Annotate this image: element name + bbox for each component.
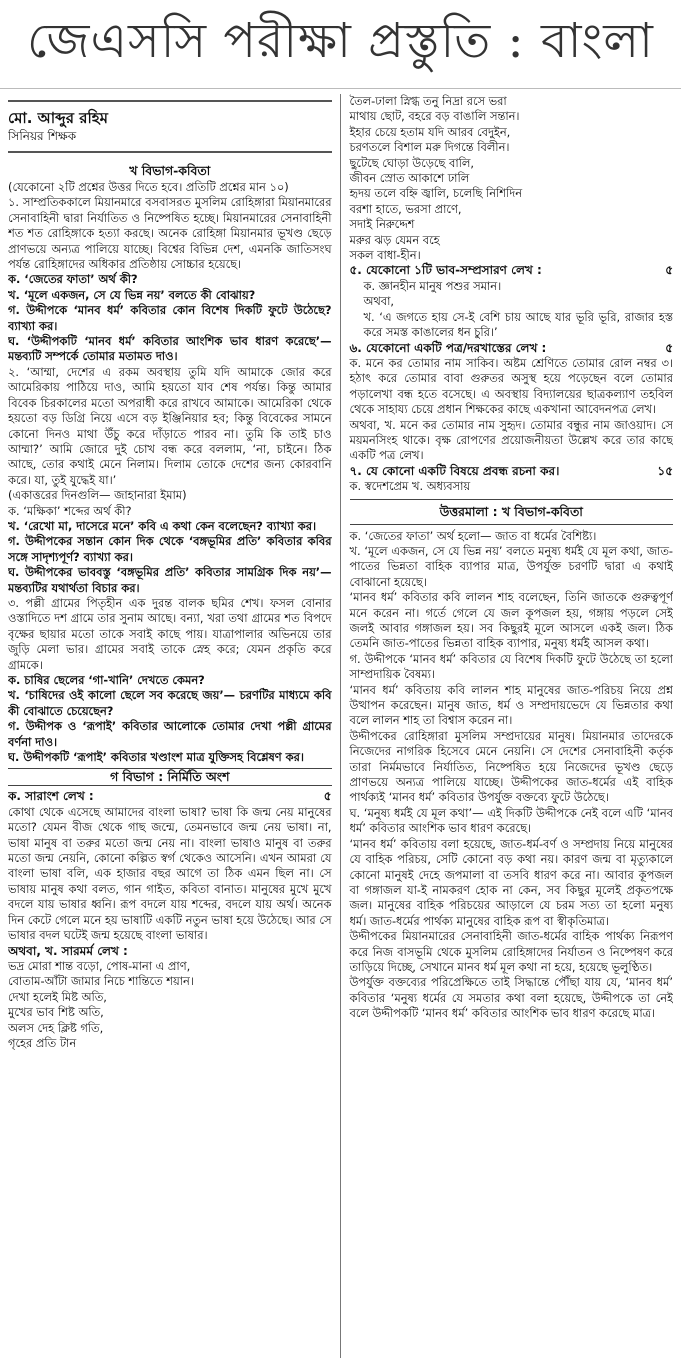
poem-line: গৃহের প্রতি টান [8,1035,77,1050]
q6-heading [350,341,674,356]
q6-option-ka: ক. মনে কর তোমার নাম সাকিব। অষ্টম শ্রেণিতে তোমার রোল নম্বর ৩। হঠাৎ করে তোমার বাবা গুরুতর অসুস্থ হয়ে পড়েছেন বলে তোমার পড়ালেখা বন্ধ হতে বসেছে। এ অবস্থায় বিদ্যালয়ের ছাত্রকল্যাণ তহবিল থেকে সাহায্য চেয়ে প্রধান শিক্ষকের কাছে একখানা আবেদনপত্র লেখ। [349,355,673,417]
poem-left [8,959,332,1051]
poem-line: ছুটেছে ঘোড়া উড়েছে বালি, [349,155,474,170]
q2-part-ka: ক. ‘মক্ষিকা’ শব্দের অর্থ কী? [8,503,132,518]
answer-paragraph: ঘ. ‘মনুষ্য ধর্মই যে মূল কথা’— এই দিকটি উদ্দীপকে নেই বলে এটি ‘মানব ধর্ম’ কবিতার আংশিক ভাব ধারণ করেছে। [349,805,673,836]
q6-mark: ৫ [665,340,673,355]
poem-line: মরুর ঝড় যেমন বহে [349,232,440,247]
q5-heading [350,263,674,278]
poem-line: সকল বাধা-হীন। [349,248,421,263]
page-banner: জেএসসি পরীক্ষা প্রস্তুতি : বাংলা [0,0,681,89]
poem-line: বোতাম-আঁটা জামার নিচে শান্তিতে শয়ান। [8,974,194,989]
question-3-stem: ৩. পল্লী গ্রামের পিতৃহীন এক দুরন্ত বালক ছমির শেখ। ফসল বোনার ওস্তাদিতে দশ গ্রামে তার সুনাম আছে। বন্যা, খরা তথা গ্রামের শত বিপদে বৃক্ষের ছায়ার মতো তাকে সবাই কাছে পায়। যাত্রাপালার অভিনয়ে তার জুড়ি মেলা ভার। গ্রামের সবাই তাকে স্নেহ করে; যেমন প্রকৃতি করে গ্রামকে। [8,595,332,672]
q1-part-ka: ক. ‘জেতের ফাতা’ অর্থ কী? [8,272,138,287]
q5-mark: ৫ [665,263,673,278]
columns [8,94,673,1358]
q1-part-gha: ঘ. ‘উদ্দীপকটি ‘মানব ধর্ম’ কবিতার আংশিক ভাব ধারণ করেছে’— মন্তব্যটি সম্পর্কে তোমার মতামত দাও। [8,334,332,364]
answer-paragraph: উপর্যুক্ত বক্তব্যের পরিপ্রেক্ষিতে তাই সিদ্ধান্তে পৌঁছা যায় যে, ‘মানব ধর্ম’ কবিতার ‘মনুষ্য ধর্মের যে সমতার কথা বলা হয়েছে, উদ্দীপকে তা নেই বলে উদ্দীপকটি ‘মানব ধর্ম’ কবিতার আংশিক ভাব ধারণ করেছে মাত্র। [349,975,673,1021]
author-role: সিনিয়র শিক্ষক [8,129,77,143]
q7-heading-text: ৭. যে কোনো একটি বিষয়ে প্রবন্ধ রচনা কর। [349,463,560,478]
poem-line: সদাই নিরুদ্দেশ [349,217,415,232]
left-column [8,94,341,1358]
poem-line: চরণতলে বিশাল মরু দিগন্তে বিলীন। [349,140,510,155]
q3-part-ga: গ. উদ্দীপক ও ‘রূপাই’ কবিতার আলোকে তোমার দেখা পল্লী গ্রামের বর্ণনা দাও। [8,719,332,749]
q5-or: অথবা, [363,294,395,309]
divider [350,524,674,525]
instruction: (যেকোনো ২টি প্রশ্নের উত্তর দিতে হবে। প্রতিটি প্রশ্নের মান ১০) [8,180,289,194]
q3-part-gha: ঘ. উদ্দীপকটি ‘রূপাই’ কবিতার খণ্ডাংশ মাত্র যুক্তিসহ বিশ্লেষণ কর। [8,750,304,765]
poem-line: অলস দেহ ক্লিষ্ট গতি, [8,1020,104,1035]
q7-heading [350,464,674,479]
q5-heading-text: ৫. যেকোনো ১টি ভাব-সম্প্রসারণ লেখ : [349,263,542,278]
question-1-stem: ১. সাম্প্রতিককালে মিয়ানমারে বসবাসরত মুসলিম রোহিঙ্গারা মিয়ানমারের সেনাবাহিনী দ্বারা নির্যাতিত ও নিষ্পেষিত হচ্ছে। মিয়ানমারের সেনাবাহিনী শত শত রোহিঙ্গাকে হত্যা করছে। অনেক রোহিঙ্গা মিয়ানমার ভূখণ্ড ছেড়ে প্রাণভয়ে অন্যত্র পালিয়ে যাচ্ছে। বিশ্বের বিভিন্ন দেশ, এমনকি জাতিসংঘ পর্যন্ত রোহিঙ্গাদের অধিকার প্রতিষ্ঠায় সোচ্চার হয়েছে। [8,195,332,272]
summary-passage: কোথা থেকে এসেছে আমাদের বাংলা ভাষা? ভাষা কি জন্ম নেয় মানুষের মতো? যেমন বীজ থেকে গাছ জন্মে, তেমনভাবে জন্ম নেয় ভাষা। না, ভাষা মানুষ বা তরুর মতো জন্ম নেয় না। বাংলা ভাষাও মানুষ বা তরুর মতো জন্ম নেয়নি, কোনো কল্পিত স্বর্গ থেকেও আসেনি। এখন আমরা যে বাংলা ভাষা বলি, এক হাজার বছর আগে তা ঠিক এমন ছিল না। সে ভাষায় মানুষ কথা বলত, গান গাইত, কবিতা বানাত। মানুষের মুখে মুখে বদলে যায় ভাষার ধ্বনি। রূপ বদলে যায় শব্দের, বদলে যায় অর্থ। অনেক দিন কেটে গেলে মনে হয় ভাষাটি একটি নতুন ভাষা হয়ে উঠেছে। আর সে ভাষার বদল ঘটেই জন্ম হয়েছে বাংলা ভাষার। [8,804,332,943]
q5-option-kha: খ. ‘এ জগতে হায় সে-ই বেশি চায় আছে যার ভূরি ভূরি, রাজার হস্ত করে সমস্ত কাঙালের ধন চুরি।’ [363,309,673,340]
question-2-source: (একাত্তরের দিনগুলি— জাহানারা ইমাম) [8,488,187,503]
question-2-stem: ২. ‘আম্মা, দেশের এ রকম অবস্থায় তুমি যদি আমাকে জোর করে আমেরিকায় পাঠিয়ে দাও, আমি হয়তো যাব শেষ পর্যন্ত। কিন্তু আমার বিবেক চিরকালের মতো অপরাধী করে রাখবে আমাকে। আমেরিকা থেকে হয়তো বড় ডিগ্রি নিয়ে এসে বড় ইঞ্জিনিয়ার হব; কিন্তু বিবেকের সামনে কোনো দিনও মাথা উঁচু করে দাঁড়াতে পারব না। তুমি কি তাই চাও আম্মা?’ আমি জোরে দুই চোখ বন্ধ করে বললাম, ‘না, চাইনে। ঠিক আছে, তোর কথাই মেনে নিলাম। দিলাম তোকে দেশের জন্য কোরবানি করে। যা, তুই যুদ্ধেই যা।’ [8,364,332,487]
summary-mark: ৫ [323,789,332,804]
author-name: মো. আব্দুর রহিম [8,109,108,127]
q2-part-kha: খ. ‘রেখো মা, দাসেরে মনে’ কবি এ কথা কেন বলেছেন? ব্যাখ্যা কর। [8,518,317,533]
answer-paragraph: উদ্দীপকের রোহিঙ্গারা মুসলিম সম্প্রদায়ের মানুষ। মিয়ানমার তাদেরকে নিজেদের নাগরিক হিসেবে মেনে নেয়নি। সে দেশের সেনাবাহিনী কর্তৃক তারা নির্মমভাবে নির্যাতিত, নিষ্পেষিত হয়ে নিজেদের ভূখণ্ড ছেড়ে প্রাণভয়ে অন্যত্র পালিয়ে যাচ্ছে। উদ্দীপকের জাত-ধর্মের এই বাহিক পার্থক্যই ‘মানব ধর্ম’ কবিতার উপর্যুক্ত বক্তব্যে ফুটে উঠেছে। [349,728,673,805]
poem-line: হৃদয় তলে বহ্নি জ্বালি, চলেছি নিশিদিন [349,186,523,201]
answer-paragraph: গ. উদ্দীপকে ‘মানব ধর্ম’ কবিতার যে বিশেষ দিকটি ফুটে উঠেছে তা হলো সাম্প্রদায়িক বৈষম্য। [349,651,673,682]
q5-option-ka: ক. জ্ঞানহীন মানুষ পশুর সমান। [363,278,502,293]
poem-line: বরশা হাতে, ভরসা প্রাণে, [349,201,462,216]
q2-part-gha: ঘ. উদ্দীপকের ভাববস্তু ‘বঙ্গভূমির প্রতি’ কবিতার সামগ্রিক দিক নয়’— মন্তব্যটির যথার্থতা বিচার কর। [8,565,332,595]
q1-part-ga: গ. উদ্দীপকে ‘মানব ধর্ম’ কবিতার কোন বিশেষ দিকটি ফুটে উঠেছে? ব্যাখ্যা কর। [8,303,332,333]
answer-paragraph: উদ্দীপকের মিয়ানমারের সেনাবাহিনী জাত-ধর্মের বাহিক পার্থক্য নিরূপণ করে নিজ বাসভূমি থেকে মুসলিম রোহিঙ্গাদের নির্যাতন ও নিষ্পেষণ করে তাড়িয়ে দিচ্ছে, সেখানে মানব ধর্ম মূল কথা না হয়ে, হয়েছে ভূলুণ্ঠিত। [349,929,673,974]
right-column [341,94,674,1358]
q3-part-kha: খ. ‘চাষিদের ওই কালো ছেলে সব করেছে জয়’— চরণটির মাধ্যমে কবি কী বোঝাতে চেয়েছেন? [8,688,332,718]
q1-part-kha: খ. ‘মূলে একজন, সে যে ভিন্ন নয়’ বলতে কী বোঝায়? [8,287,256,302]
divider [350,499,674,500]
q6-option-kha: অথবা, খ. মনে কর তোমার নাম সুহৃদ। তোমার বন্ধুর নাম জাওয়াদ। সে ময়মনসিংহ থাকে। বৃক্ষ রোপণের প্রয়োজনীয়তা উল্লেখ করে তার কাছে একটি পত্র লেখ। [349,417,673,463]
answer-paragraph: ‘মানব ধর্ম’ কবিতায় বলা হয়েছে, জাত-ধর্ম-বর্ণ ও সম্প্রদায় নিয়ে মানুষের যে বাহিক পরিচয়, সেটি কোনো বড় কথা নয়। কারণ জন্ম বা মৃত্যুকালে কোনো মানুষই দেহে জপমালা বা তসবি ধারণ করে না। আবার কূপজল বা গঙ্গাজল যা-ই নামকরণ হোক না কেন, সব কিছুর মূলেই প্রকৃতপক্ষে জল। মানুষের বাহিক পরিচয়ের আড়ালে যে চরম সত্য তা হলো মনুষ্য ধর্ম। জাত-ধর্মের পার্থক্য মানুষের বাহিক রূপ বা স্বীকৃতিমাত্র। [349,836,673,928]
poem-line: জীবন স্রোত আকাশে ঢালি [349,171,470,186]
section-title-ga: গ বিভাগ : নির্মিতি অংশ [8,768,332,786]
author-block [8,100,332,153]
q7-options: ক. স্বদেশপ্রেম খ. অধ্যবসায় [349,479,471,494]
poem-line: ভদ্র মোরা শান্ত বড়ো, পোষ-মানা এ প্রাণ, [8,958,191,973]
q7-mark: ১৫ [657,463,673,478]
section-title-kha: খ বিভাগ-কবিতা [129,163,211,178]
essence-heading: অথবা, খ. সারমর্ম লেখ : [8,943,128,958]
poem-line: দেখা হলেই মিষ্ট অতি, [8,989,107,1004]
poem-line: মুখের ভাব শিষ্ট অতি, [8,1005,104,1020]
answer-paragraph: ‘মানব ধর্ম’ কবিতায় কবি লালন শাহ মানুষের জাত-পরিচয় নিয়ে প্রশ্ন উত্থাপন করেছেন। মানুষ জাত, ধর্ম ও সম্প্রদায়ভেদে যে ভিন্নতার কথা বলে লালন শাহ তা বিশ্বাস করেন না। [349,682,673,728]
answer-paragraph: খ. ‘মূলে একজন, সে যে ভিন্ন নয়’ বলতে মনুষ্য ধর্মই যে মূল কথা, জাত-পাতের ভিন্নতা বাহিক ব্যাপার মাত্র, উপর্যুক্ত চরণটি দ্বারা এ কথাই বোঝানো হয়েছে। [349,543,673,589]
answer-paragraph: ‘মানব ধর্ম’ কবিতার কবি লালন শাহ বলেছেন, তিনি জাতকে গুরুত্বপূর্ণ মনে করেন না। গর্তে গেলে যে জল কূপজল হয়, গঙ্গায় পড়লে সেই জলই আবার গঙ্গাজল হয়। সব কিছুরই মূলে আসলে একই জল। ঠিক তেমনি জাত-পাতের ভিন্নতা বাহিক ব্যাপার, মনুষ্য ধর্মই আসল কথা। [349,590,673,651]
poem-line: তৈল-ঢালা স্নিগ্ধ তনু নিদ্রা রসে ভরা [349,94,507,108]
poem-right [350,94,674,263]
answers-title: উত্তরমালা : খ বিভাগ-কবিতা [439,503,583,519]
q2-part-ga: গ. উদ্দীপকের সন্তান কোন দিক থেকে ‘বঙ্গভূমির প্রতি’ কবিতার কবির সঙ্গে সাদৃশ্যপূর্ণ? ব্যাখ্যা কর। [8,534,332,564]
summary-heading-text: ক. সারাংশ লেখ : [8,789,94,804]
poem-line: মাথায় ছোট, বহরে বড় বাঙালি সন্তান। [349,109,520,124]
q6-heading-text: ৬. যেকোনো একটি পত্র/দরখাস্তের লেখ : [349,340,547,355]
summary-heading [8,789,332,804]
q3-part-ka: ক. চাষির ছেলের ‘গা-খানি’ দেখতে কেমন? [8,673,205,687]
answer-paragraph: ক. ‘জেতের ফাতা’ অর্থ হলো— জাত বা ধর্মের বৈশিষ্ট্য। [349,528,597,543]
poem-line: ইহার চেয়ে হতাম যদি আরব বেদুইন, [349,124,511,139]
